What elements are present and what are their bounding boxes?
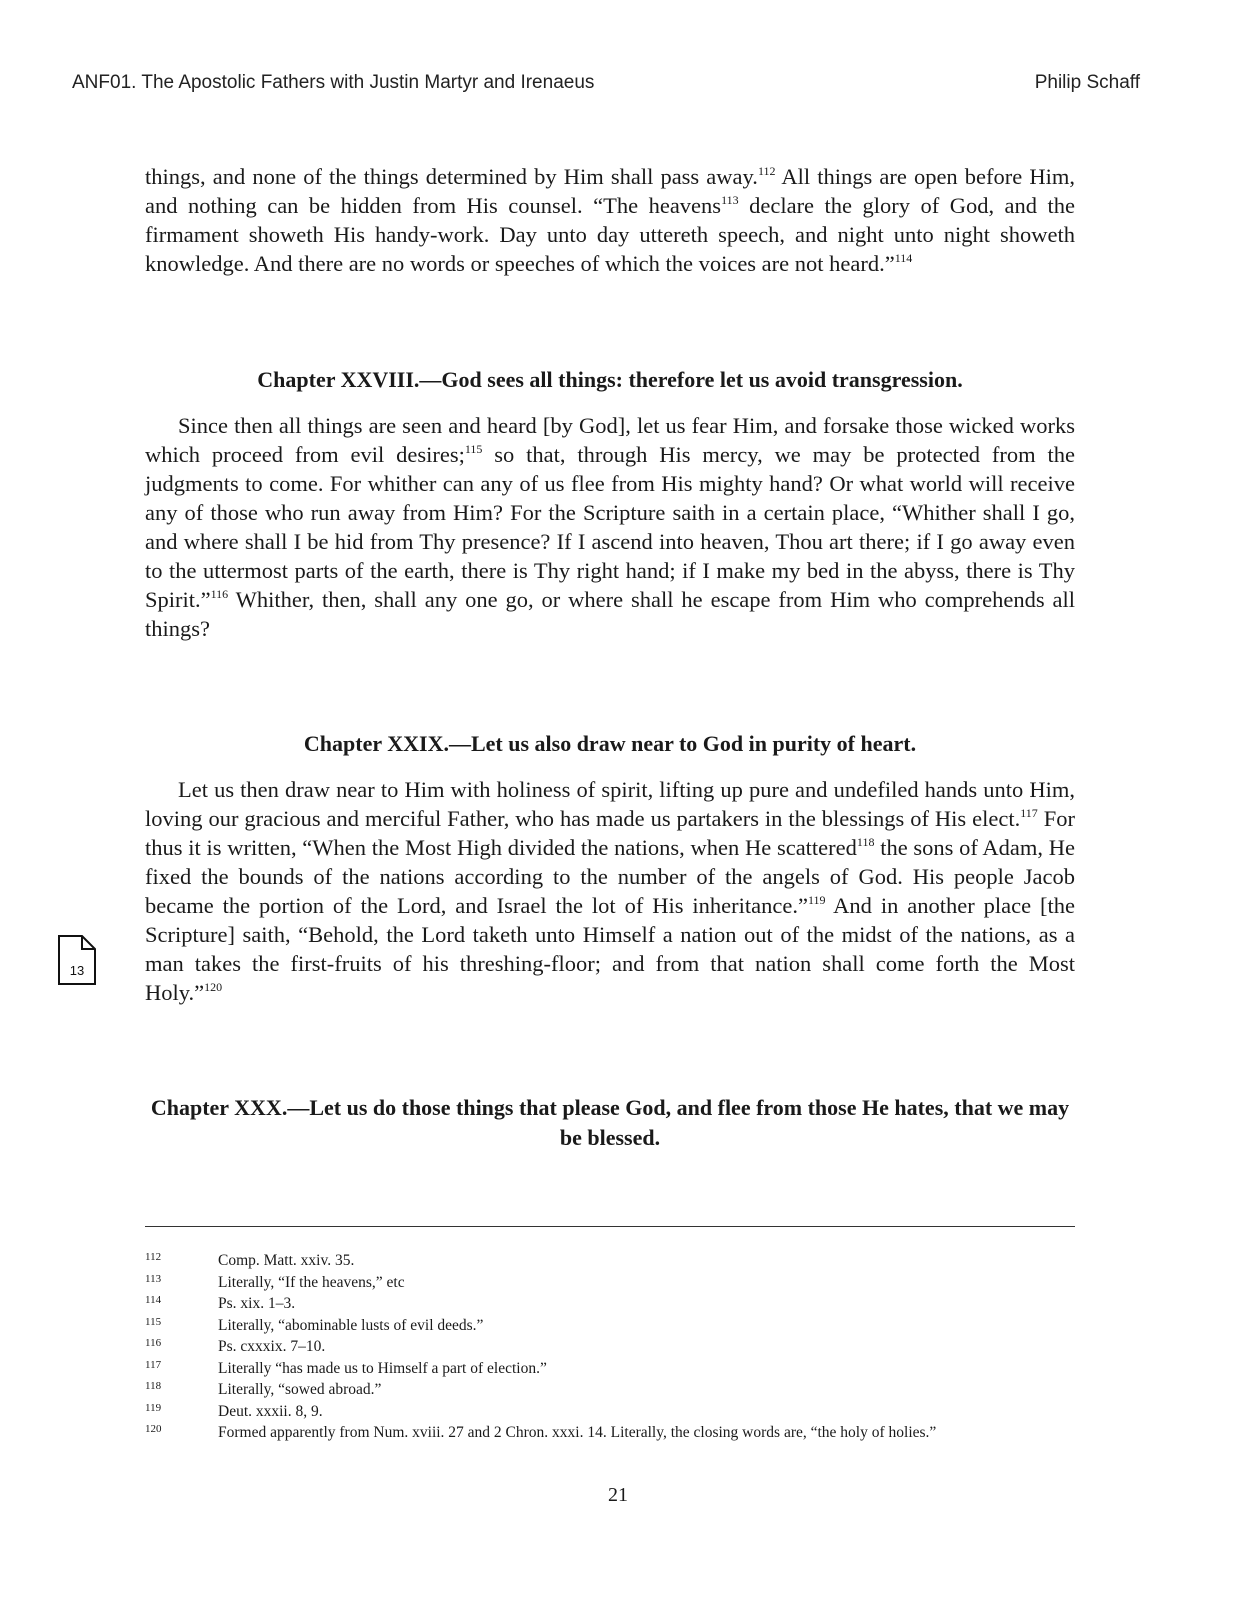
- footnote-number: 118: [145, 1380, 162, 1392]
- footnote-text: Literally, “If the heavens,” etc: [218, 1273, 405, 1291]
- running-header-title: ANF01. The Apostolic Fathers with Justin Martyr and Irenaeus: [72, 72, 595, 93]
- text-run: For thus it is written, “When the Most High divided the nations, when He scattered: [145, 806, 1075, 860]
- footnote-item: [145, 1401, 1075, 1423]
- footnote-item: [145, 1293, 1075, 1315]
- footnote-item: [145, 1358, 1075, 1380]
- intro-paragraph-text: [145, 162, 1075, 278]
- intro-paragraph: [145, 162, 1075, 278]
- footnote-ref[interactable]: 112: [757, 164, 776, 178]
- footnote-number: 115: [145, 1315, 162, 1328]
- text-run: the sons of Adam, He fixed the bounds of the nations according to the number of the angels of God. His people Jacob became the portion of the Lord, and Israel the lot of His inheritance.”: [145, 835, 1075, 918]
- footnote-item: [145, 1315, 1075, 1337]
- footnote-number: 119: [145, 1401, 162, 1414]
- footnote-ref[interactable]: 119: [807, 893, 826, 907]
- footnote-number: 116: [145, 1337, 162, 1349]
- footnote-item: [145, 1379, 1075, 1401]
- footnote-item: [145, 1250, 1075, 1272]
- running-header-author: Philip Schaff: [1034, 72, 1140, 93]
- page-marker-icon: [58, 935, 96, 985]
- text-run: declare the glory of God, and the firmament showeth His handy-work. Day unto day uttereth speech, and night unto night showeth knowledge. And there are no words or speeches of which the voices are not heard.”: [145, 193, 1076, 276]
- footnote-ref[interactable]: 115: [464, 442, 483, 456]
- text-run: so that, through His mercy, we may be protected from the judgments to come. For whither can any of us flee from His mighty hand? Or what world will receive any of those who run away from Him? For the Scripture saith in a certain place, “Whither shall I go, and where shall I be hid from Thy presence? If I ascend into heaven, Thou art there; if I go away even to the uttermost parts of the earth, there is Thy right hand; if I make my bed in the abyss, there is Thy Spirit.”: [145, 442, 1075, 612]
- footnote-number: 114: [145, 1294, 162, 1306]
- text-run: Whither, then, shall any one go, or where shall he escape from Him who comprehends all things?: [145, 587, 1075, 641]
- footnote-text: Ps. cxxxix. 7–10.: [218, 1338, 326, 1355]
- chapter-28-paragraph: [145, 411, 1075, 643]
- page-marker-number: 13: [69, 963, 85, 978]
- footnote-text: Literally, “sowed abroad.”: [218, 1381, 382, 1398]
- footnote-number: 117: [145, 1358, 162, 1371]
- text-run: Let us then draw near to Him with holiness of spirit, lifting up pure and undefiled hands unto Him, loving our gracious and merciful Father, who has made us partakers in the blessings of His elect.: [145, 777, 1075, 831]
- text-run: And in another place [the Scripture] saith, “Behold, the Lord taketh unto Himself a nation out of the midst of the nations, as a man takes the first-fruits of his threshing-floor; and from that nation shall come forth the Most Holy.”: [145, 893, 1075, 1005]
- footnote-ref[interactable]: 120: [204, 980, 223, 994]
- chapter-29-paragraph: [145, 775, 1075, 1007]
- footnote-text: Literally, “abominable lusts of evil deeds.”: [218, 1316, 484, 1334]
- text-run: Since then all things are seen and heard [by God], let us fear Him, and forsake those wicked works which proceed from evil desires;: [145, 413, 1075, 467]
- footnotes-list: [145, 1250, 1075, 1444]
- footnote-ref[interactable]: 117: [1020, 806, 1038, 820]
- footnote-item: [145, 1422, 1075, 1444]
- footnote-text: Ps. xix. 1–3.: [218, 1295, 296, 1312]
- chapter-28-body: [145, 411, 1075, 643]
- chapter-29-body: [145, 775, 1075, 1007]
- footnote-ref[interactable]: 118: [856, 835, 875, 849]
- footnote-item: [145, 1272, 1075, 1294]
- footnote-text: Deut. xxxii. 8, 9.: [218, 1402, 323, 1420]
- footnote-number: 120: [145, 1423, 162, 1435]
- footnote-item: [145, 1336, 1075, 1358]
- footnote-ref[interactable]: 116: [210, 587, 229, 601]
- footnote-text: Formed apparently from Num. xviii. 27 and 2 Chron. xxxi. 14. Literally, the closing words are, “the holy of holies.”: [218, 1424, 937, 1441]
- footnote-text: Literally “has made us to Himself a part of election.”: [218, 1359, 547, 1377]
- footnote-number: 112: [145, 1251, 162, 1263]
- footnote-divider: [145, 1226, 1075, 1227]
- footnote-text: Comp. Matt. xxiv. 35.: [218, 1252, 355, 1269]
- chapter-28-heading: Chapter XXVIII.—God sees all things: therefore let us avoid transgression.: [257, 367, 963, 392]
- text-run: things, and none of the things determined by Him shall pass away.: [145, 164, 758, 189]
- footnote-number: 113: [145, 1272, 162, 1285]
- footnote-ref[interactable]: 114: [894, 251, 913, 265]
- chapter-29-heading: Chapter XXIX.—Let us also draw near to God in purity of heart.: [303, 731, 917, 756]
- text-run: All things are open before Him, and nothing can be hidden from His counsel. “The heavens: [145, 164, 1075, 218]
- footnote-ref[interactable]: 113: [721, 193, 739, 207]
- page-number: 21: [608, 1484, 628, 1506]
- chapter-30-heading: Chapter XXX.—Let us do those things that please God, and flee from those He hates, that we may be blessed.: [150, 1095, 1070, 1150]
